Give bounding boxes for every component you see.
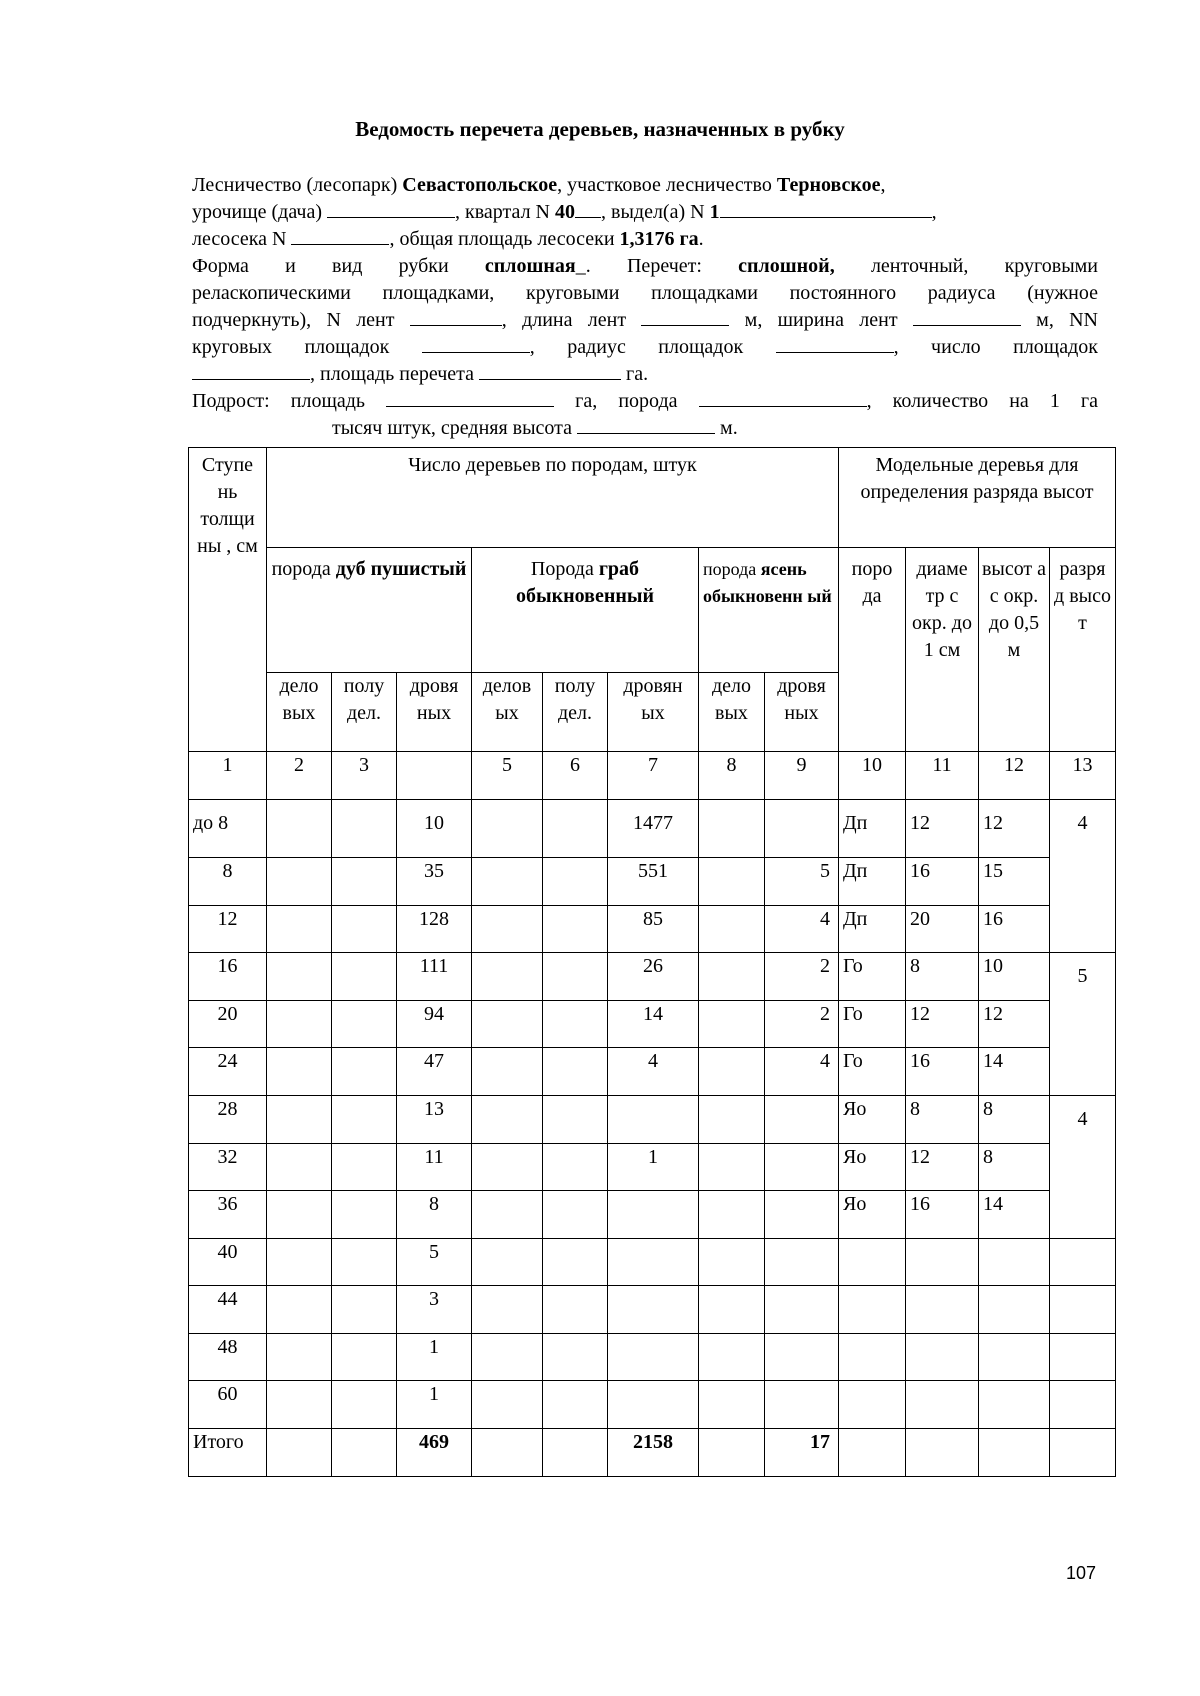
model-height-cell: 15 bbox=[979, 858, 1050, 906]
header-line-2: урочище (дача) , квартал N 40 , выдел(а) N 1 , bbox=[192, 201, 937, 223]
hornbeam-fuel-cell: 551 bbox=[608, 858, 699, 906]
ash-fuel-cell bbox=[765, 800, 839, 858]
header-poroda: поро да bbox=[839, 548, 906, 752]
ash-fuel-cell: 2 bbox=[765, 953, 839, 1001]
model-height-cell: 12 bbox=[979, 800, 1050, 858]
step-cell: 40 bbox=[189, 1239, 267, 1286]
hornbeam-fuel-cell: 26 bbox=[608, 953, 699, 1001]
column-number: 3 bbox=[332, 752, 397, 800]
model-diameter-cell: 8 bbox=[906, 953, 979, 1001]
sub-header-cell: полу дел. bbox=[332, 673, 397, 752]
header-height-class: разря д высо т bbox=[1050, 548, 1116, 752]
header-line-1: Лесничество (лесопарк) Севастопольское, участковое лесничество Терновское, bbox=[192, 174, 886, 196]
oak-fuel-cell: 5 bbox=[397, 1239, 472, 1286]
model-diameter-cell: 16 bbox=[906, 1191, 979, 1239]
column-number: 13 bbox=[1050, 752, 1116, 800]
oak-fuel-cell: 8 bbox=[397, 1191, 472, 1239]
model-species-cell: Го bbox=[839, 953, 906, 1001]
sub-header-cell: делов ых bbox=[472, 673, 543, 752]
column-number: 8 bbox=[699, 752, 765, 800]
model-height-cell: 10 bbox=[979, 953, 1050, 1001]
hornbeam-fuel-cell bbox=[608, 1096, 699, 1144]
step-cell: 44 bbox=[189, 1286, 267, 1334]
ash-fuel-cell: 4 bbox=[765, 906, 839, 953]
step-cell: 36 bbox=[189, 1191, 267, 1239]
oak-fuel-cell: 1 bbox=[397, 1334, 472, 1381]
column-number: 6 bbox=[543, 752, 608, 800]
total-ash: 17 bbox=[765, 1429, 839, 1477]
table-row bbox=[189, 1381, 1116, 1429]
table-row bbox=[189, 1096, 1116, 1144]
header-count: Число деревьев по породам, штук bbox=[267, 448, 839, 548]
model-height-cell: 14 bbox=[979, 1191, 1050, 1239]
sub-header-cell: дровя ных bbox=[397, 673, 472, 752]
table-row bbox=[189, 1286, 1116, 1334]
oak-fuel-cell: 1 bbox=[397, 1381, 472, 1429]
sub-header-cell: дело вых bbox=[267, 673, 332, 752]
model-diameter-cell: 20 bbox=[906, 906, 979, 953]
ash-fuel-cell: 4 bbox=[765, 1048, 839, 1096]
column-number: 10 bbox=[839, 752, 906, 800]
ash-fuel-cell bbox=[765, 1144, 839, 1191]
header-height: высот а с окр. до 0,5 м bbox=[979, 548, 1050, 752]
hornbeam-fuel-cell: 1 bbox=[608, 1144, 699, 1191]
total-label: Итого bbox=[189, 1429, 267, 1477]
table-row bbox=[189, 906, 1116, 953]
total-hornbeam: 2158 bbox=[608, 1429, 699, 1477]
header-diameter: диаме тр с окр. до 1 см bbox=[906, 548, 979, 752]
model-height-cell: 8 bbox=[979, 1144, 1050, 1191]
oak-fuel-cell: 47 bbox=[397, 1048, 472, 1096]
column-number: 2 bbox=[267, 752, 332, 800]
step-cell: 12 bbox=[189, 906, 267, 953]
model-diameter-cell: 12 bbox=[906, 1144, 979, 1191]
sub-header-cell: дело вых bbox=[699, 673, 765, 752]
model-species-cell: Дп bbox=[839, 858, 906, 906]
column-number: 9 bbox=[765, 752, 839, 800]
step-cell: 32 bbox=[189, 1144, 267, 1191]
sub-header-cell: полу дел. bbox=[543, 673, 608, 752]
table-row bbox=[189, 1048, 1116, 1096]
document-title: Ведомость перечета деревьев, назначенных в рубку bbox=[355, 117, 845, 141]
model-species-cell: Дп bbox=[839, 800, 906, 858]
ash-fuel-cell: 2 bbox=[765, 1001, 839, 1048]
table-row bbox=[189, 858, 1116, 906]
total-row bbox=[189, 1429, 1116, 1477]
model-height-cell: 16 bbox=[979, 906, 1050, 953]
column-number: 11 bbox=[906, 752, 979, 800]
model-height-cell: 8 bbox=[979, 1096, 1050, 1144]
model-diameter-cell: 12 bbox=[906, 1001, 979, 1048]
ash-fuel-cell bbox=[765, 1096, 839, 1144]
header-line-5: реласкопическими площадками, круговыми площадками постоянного радиуса (нужное bbox=[192, 282, 1098, 304]
hornbeam-fuel-cell: 1477 bbox=[608, 800, 699, 858]
height-class-cell: 5 bbox=[1050, 953, 1116, 1096]
table-row bbox=[189, 953, 1116, 1001]
header-line-8: , площадь перечета га. bbox=[192, 361, 1098, 388]
header-model-trees: Модельные деревья для определения разряда высот bbox=[839, 448, 1116, 548]
oak-fuel-cell: 10 bbox=[397, 800, 472, 858]
model-species-cell: Го bbox=[839, 1048, 906, 1096]
step-cell: 60 bbox=[189, 1381, 267, 1429]
column-number bbox=[397, 752, 472, 800]
hornbeam-fuel-cell: 14 bbox=[608, 1001, 699, 1048]
model-diameter-cell: 16 bbox=[906, 1048, 979, 1096]
model-species-cell: Дп bbox=[839, 906, 906, 953]
page-number: 107 bbox=[1066, 1563, 1097, 1583]
height-class-cell: 4 bbox=[1050, 1096, 1116, 1239]
column-number: 5 bbox=[472, 752, 543, 800]
table-row bbox=[189, 1144, 1116, 1191]
header-oak: порода дуб пушистый bbox=[267, 548, 472, 673]
step-cell: 24 bbox=[189, 1048, 267, 1096]
step-cell: 48 bbox=[189, 1334, 267, 1381]
oak-fuel-cell: 94 bbox=[397, 1001, 472, 1048]
model-height-cell: 12 bbox=[979, 1001, 1050, 1048]
model-height-cell: 14 bbox=[979, 1048, 1050, 1096]
model-diameter-cell: 8 bbox=[906, 1096, 979, 1144]
model-species-cell: Яо bbox=[839, 1191, 906, 1239]
model-species-cell: Яо bbox=[839, 1096, 906, 1144]
header-line-6: подчеркнуть), N лент , длина лент м, ширина лент м, NN bbox=[192, 309, 1098, 331]
height-class-cell: 4 bbox=[1050, 800, 1116, 953]
table-row bbox=[189, 800, 1116, 858]
header-ash: порода ясень обыкновенн ый bbox=[699, 548, 839, 673]
hornbeam-fuel-cell bbox=[608, 1191, 699, 1239]
step-cell: 28 bbox=[189, 1096, 267, 1144]
step-cell: 20 bbox=[189, 1001, 267, 1048]
step-cell: до 8 bbox=[189, 800, 267, 858]
table-row bbox=[189, 1001, 1116, 1048]
table-row bbox=[189, 1191, 1116, 1239]
hornbeam-fuel-cell: 4 bbox=[608, 1048, 699, 1096]
step-cell: 8 bbox=[189, 858, 267, 906]
hornbeam-fuel-cell: 85 bbox=[608, 906, 699, 953]
oak-fuel-cell: 128 bbox=[397, 906, 472, 953]
model-diameter-cell: 12 bbox=[906, 800, 979, 858]
table-row bbox=[189, 1239, 1116, 1286]
oak-fuel-cell: 13 bbox=[397, 1096, 472, 1144]
sub-header-cell: дровян ых bbox=[608, 673, 699, 752]
header-line-3: лесосека N , общая площадь лесосеки 1,3176 га. bbox=[192, 228, 704, 250]
ash-fuel-cell: 5 bbox=[765, 858, 839, 906]
table-row bbox=[189, 1334, 1116, 1381]
header-step: Ступе нь толщи ны , см bbox=[189, 448, 267, 752]
column-number: 7 bbox=[608, 752, 699, 800]
total-oak: 469 bbox=[397, 1429, 472, 1477]
model-species-cell: Яо bbox=[839, 1144, 906, 1191]
step-cell: 16 bbox=[189, 953, 267, 1001]
ash-fuel-cell bbox=[765, 1191, 839, 1239]
header-block bbox=[192, 172, 1098, 442]
model-species-cell: Го bbox=[839, 1001, 906, 1048]
tree-count-table bbox=[188, 447, 1116, 1477]
header-line-10: тысяч штук, средняя высота м. bbox=[332, 417, 738, 439]
column-number: 1 bbox=[189, 752, 267, 800]
header-line-9: Подрост: площадь га, порода , количество на 1 га bbox=[192, 390, 1098, 412]
header-line-4: Форма и вид рубки сплошная_. Перечет: сплошной, ленточный, круговыми bbox=[192, 255, 1098, 277]
oak-fuel-cell: 3 bbox=[397, 1286, 472, 1334]
header-line-7: круговых площадок , радиус площадок , число площадок bbox=[192, 336, 1098, 358]
header-hornbeam: Порода граб обыкновенный bbox=[472, 548, 699, 673]
oak-fuel-cell: 11 bbox=[397, 1144, 472, 1191]
sub-header-cell: дровя ных bbox=[765, 673, 839, 752]
column-number-row bbox=[189, 752, 1116, 800]
column-number: 12 bbox=[979, 752, 1050, 800]
oak-fuel-cell: 35 bbox=[397, 858, 472, 906]
model-diameter-cell: 16 bbox=[906, 858, 979, 906]
oak-fuel-cell: 111 bbox=[397, 953, 472, 1001]
